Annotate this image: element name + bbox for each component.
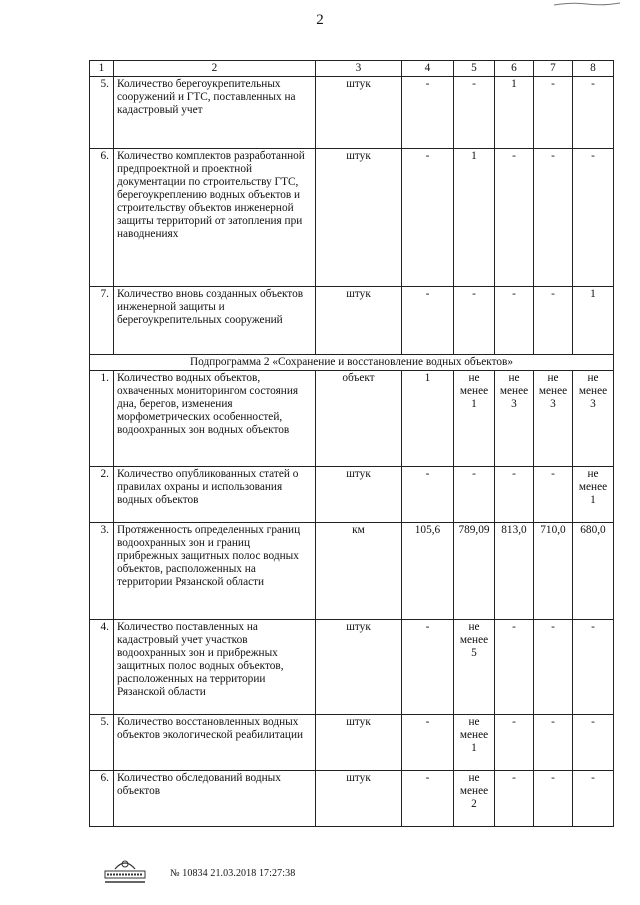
row-number: 5.	[90, 77, 114, 149]
table-row	[90, 371, 614, 467]
value-col6: -	[495, 467, 534, 523]
value-col8: не менее 1	[573, 467, 614, 523]
value-col7: -	[534, 149, 573, 287]
column-header: 3	[316, 61, 402, 77]
indicator-name: Количество обследований водных объектов	[114, 771, 316, 827]
value-col7: 710,0	[534, 523, 573, 620]
table-row	[90, 77, 614, 149]
table-row	[90, 467, 614, 523]
value-col7: -	[534, 77, 573, 149]
value-col4: -	[402, 620, 454, 715]
value-col5: 1	[454, 149, 495, 287]
value-col5: 789,09	[454, 523, 495, 620]
value-col5: не менее 2	[454, 771, 495, 827]
value-col4: -	[402, 467, 454, 523]
column-header: 2	[114, 61, 316, 77]
value-col5: не менее 1	[454, 715, 495, 771]
table-row	[90, 287, 614, 355]
row-number: 6.	[90, 149, 114, 287]
table-row	[90, 149, 614, 287]
value-col8: -	[573, 620, 614, 715]
indicator-name: Количество берегоукрепительных сооружений и ГТС, поставленных на кадастровый учет	[114, 77, 316, 149]
indicator-name: Количество комплектов разработанной предпроектной и проектной документации по строительству ГТС, берегоукреплению водных объектов и строительству объектов инженерной защиты территорий от затопления при наводнениях	[114, 149, 316, 287]
section-row	[90, 355, 614, 371]
indicator-name: Количество восстановленных водных объектов экологической реабилитации	[114, 715, 316, 771]
value-col6: 813,0	[495, 523, 534, 620]
row-number: 5.	[90, 715, 114, 771]
row-number: 6.	[90, 771, 114, 827]
value-col4: -	[402, 771, 454, 827]
section-title: Подпрограмма 2 «Сохранение и восстановление водных объектов»	[90, 355, 614, 371]
value-col4: -	[402, 77, 454, 149]
table-row	[90, 715, 614, 771]
value-col7: -	[534, 467, 573, 523]
indicator-name: Количество опубликованных статей о правилах охраны и использования водных объектов	[114, 467, 316, 523]
value-col7: -	[534, 771, 573, 827]
value-col5: -	[454, 287, 495, 355]
value-col8: -	[573, 715, 614, 771]
value-col6: -	[495, 287, 534, 355]
row-number: 2.	[90, 467, 114, 523]
row-number: 3.	[90, 523, 114, 620]
value-col6: -	[495, 715, 534, 771]
value-col8: -	[573, 771, 614, 827]
unit: объект	[316, 371, 402, 467]
document-registration-number: № 10834 21.03.2018 17:27:38	[170, 868, 296, 879]
header-row	[90, 61, 614, 77]
value-col8: -	[573, 77, 614, 149]
indicators-table	[89, 60, 614, 827]
value-col6: -	[495, 149, 534, 287]
value-col6: -	[495, 771, 534, 827]
table-row	[90, 523, 614, 620]
column-header: 6	[495, 61, 534, 77]
unit: штук	[316, 715, 402, 771]
unit: штук	[316, 467, 402, 523]
value-col5: не менее 1	[454, 371, 495, 467]
unit: штук	[316, 771, 402, 827]
value-col7: не менее 3	[534, 371, 573, 467]
value-col4: -	[402, 287, 454, 355]
indicator-name: Количество поставленных на кадастровый учет участков водоохранных зон и прибрежных защитных полос водных объектов, расположенных на территории Рязанской области	[114, 620, 316, 715]
value-col7: -	[534, 715, 573, 771]
unit: штук	[316, 77, 402, 149]
column-header: 5	[454, 61, 495, 77]
unit: штук	[316, 620, 402, 715]
value-col7: -	[534, 620, 573, 715]
scan-mark	[552, 0, 622, 8]
row-number: 1.	[90, 371, 114, 467]
value-col8: не менее 3	[573, 371, 614, 467]
table-row	[90, 771, 614, 827]
table-row	[90, 620, 614, 715]
value-col5: -	[454, 77, 495, 149]
indicator-name: Протяженность определенных границ водоохранных зон и границ прибрежных защитных полос водных объектов, расположенных на территории Рязанской области	[114, 523, 316, 620]
unit: штук	[316, 287, 402, 355]
page-number: 2	[316, 12, 324, 28]
value-col4: 105,6	[402, 523, 454, 620]
row-number: 7.	[90, 287, 114, 355]
value-col4: -	[402, 149, 454, 287]
value-col5: не менее 5	[454, 620, 495, 715]
column-header: 7	[534, 61, 573, 77]
value-col6: 1	[495, 77, 534, 149]
value-col6: -	[495, 620, 534, 715]
column-header: 4	[402, 61, 454, 77]
column-header: 8	[573, 61, 614, 77]
value-col6: не менее 3	[495, 371, 534, 467]
value-col5: -	[454, 467, 495, 523]
column-header: 1	[90, 61, 114, 77]
indicator-name: Количество водных объектов, охваченных мониторингом состояния дна, берегов, изменения морфометрических особенностей, водоохранных зон водных объектов	[114, 371, 316, 467]
value-col8: 680,0	[573, 523, 614, 620]
row-number: 4.	[90, 620, 114, 715]
value-col8: -	[573, 149, 614, 287]
value-col4: 1	[402, 371, 454, 467]
value-col8: 1	[573, 287, 614, 355]
indicator-name: Количество вновь созданных объектов инженерной защиты и берегоукрепительных сооружений	[114, 287, 316, 355]
coat-of-arms-stamp-icon	[101, 855, 149, 885]
unit: штук	[316, 149, 402, 287]
unit: км	[316, 523, 402, 620]
value-col4: -	[402, 715, 454, 771]
value-col7: -	[534, 287, 573, 355]
